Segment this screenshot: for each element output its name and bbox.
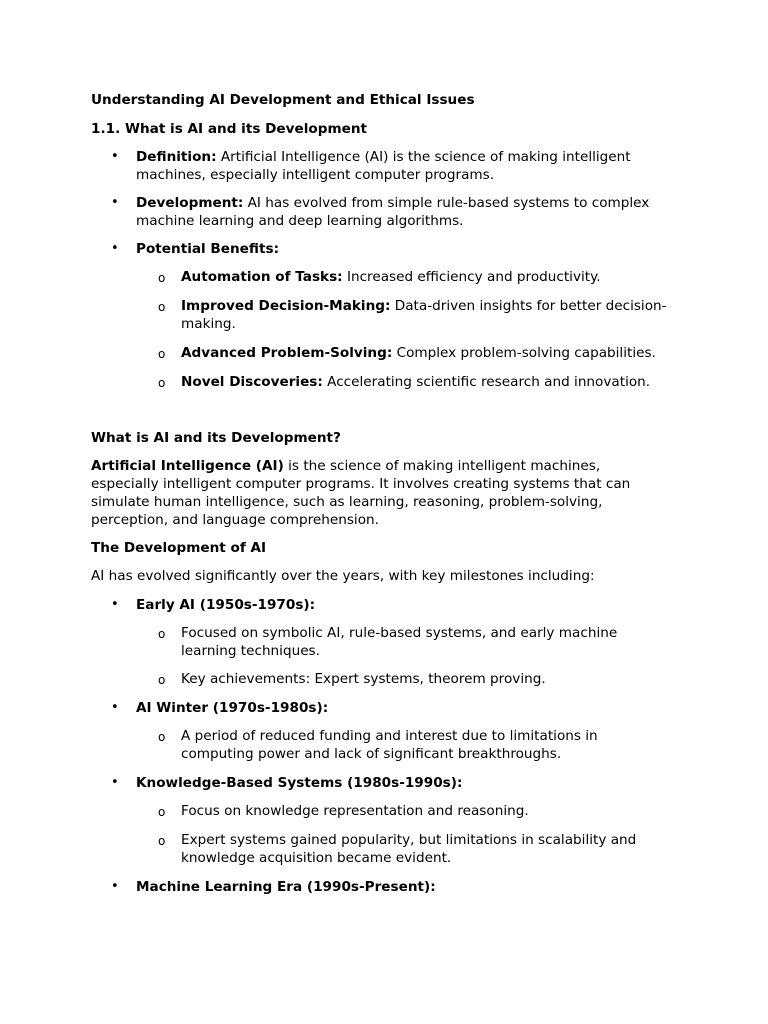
list-item: Machine Learning Era (1990s-Present): [136,879,436,895]
bullet: • [111,879,119,894]
document-title: Understanding AI Development and Ethical Issues [91,92,475,108]
paragraph-text: is the science of making intelligent machines, especially intelligent computer programs. It involves creating systems that can simulate human intelligence, such as learning, reasoning, problem-solving, perception, and language comprehension. [91,458,631,528]
item-text: Data-driven insights for better decision-making. [181,298,667,332]
item-text: Artificial Intelligence (AI) is the science of making intelligent machines, especially intelligent computer programs. [136,149,631,183]
list-item [136,240,676,258]
list-item: Early AI (1950s-1970s): [136,597,316,613]
list-item [136,148,676,184]
paragraph [91,457,651,529]
sub-bullet: o [158,805,166,819]
section-heading: The Development of AI [91,540,267,556]
section-heading: 1.1. What is AI and its Development [91,121,368,137]
list-item: AI Winter (1970s-1980s): [136,700,329,716]
bullet: • [111,195,119,210]
sub-list-item: Focused on symbolic AI, rule-based systems, and early machine learning techniques. [181,625,618,659]
sub-bullet: o [158,347,166,361]
bullet: • [111,241,119,256]
item-label: Novel Discoveries: [181,374,323,390]
item-label: Definition: [136,149,217,165]
paragraph: AI has evolved significantly over the years, with key milestones including: [91,568,595,584]
sub-list-item: A period of reduced funding and interest due to limitations in computing power and lack of significant breakthroughs. [181,728,598,762]
bullet: • [111,700,119,715]
item-label: Automation of Tasks: [181,269,343,285]
sub-bullet: o [158,834,166,848]
item-label: Development: [136,195,244,211]
bullet: • [111,775,119,790]
sub-bullet: o [158,673,166,687]
sub-list-item [181,268,681,286]
item-text: Accelerating scientific research and innovation. [322,374,651,390]
item-text: Complex problem-solving capabilities. [392,345,656,361]
sub-bullet: o [158,271,166,285]
item-label: Improved Decision-Making: [181,298,391,314]
section-heading: What is AI and its Development? [91,430,341,446]
sub-list-item [181,344,681,362]
sub-list-item: Key achievements: Expert systems, theorem proving. [181,671,546,687]
item-text: Increased efficiency and productivity. [342,269,601,285]
sub-list-item: Expert systems gained popularity, but limitations in scalability and knowledge acquisition became evident. [181,832,637,866]
bullet: • [111,149,119,164]
item-label: Potential Benefits: [136,241,279,257]
sub-list-item [181,297,681,333]
list-item [136,194,676,230]
item-label: Advanced Problem-Solving: [181,345,393,361]
sub-bullet: o [158,300,166,314]
list-item: Knowledge-Based Systems (1980s-1990s): [136,775,463,791]
sub-bullet: o [158,730,166,744]
item-text: AI has evolved from simple rule-based systems to complex machine learning and deep learning algorithms. [136,195,650,229]
bullet: • [111,597,119,612]
sub-bullet: o [158,627,166,641]
sub-bullet: o [158,376,166,390]
sub-list-item [181,373,681,391]
paragraph-term: Artificial Intelligence (AI) [91,458,284,474]
sub-list-item: Focus on knowledge representation and reasoning. [181,803,529,819]
